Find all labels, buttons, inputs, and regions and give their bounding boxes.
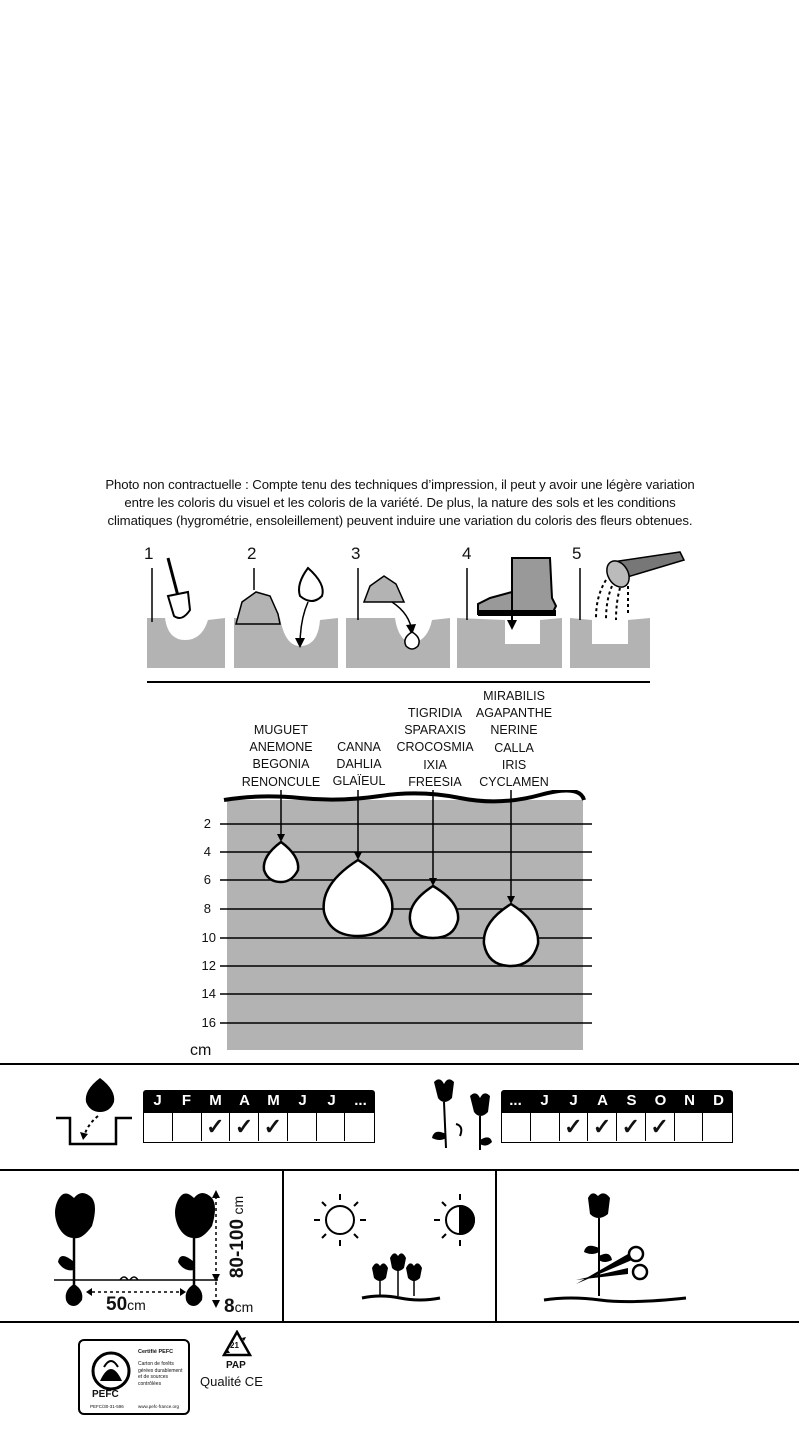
pefc-certified: Certifié PEFC <box>138 1349 174 1355</box>
planting-depth <box>224 1296 253 1318</box>
planting-check-cell <box>259 1113 288 1141</box>
planting-check-cell <box>230 1113 259 1141</box>
pefc-url: www.pefc-france.org <box>138 1404 180 1409</box>
plant-height <box>227 1187 249 1287</box>
section-divider-1 <box>0 1063 799 1065</box>
plant-name: GLAÏEUL <box>332 774 386 789</box>
pefc-desc-line: gérées durablement <box>138 1367 183 1374</box>
step-number-2: 2 <box>247 544 257 563</box>
planting-month-1: F <box>181 1092 192 1109</box>
flowering-month-6: N <box>684 1092 695 1109</box>
planting-check-cell <box>202 1113 231 1141</box>
planting-icon <box>52 1076 136 1161</box>
depth-chart-illustration <box>0 790 799 1060</box>
spacing-distance <box>106 1294 146 1316</box>
plant-group-1 <box>236 722 326 791</box>
plant-group-3 <box>393 705 477 791</box>
depth-tick-4: 4 <box>203 844 211 859</box>
step-number-5: 5 <box>572 544 582 563</box>
planting-month-5: J <box>298 1092 307 1109</box>
planting-check-cell <box>317 1113 346 1141</box>
plant-name: TIGRIDIA <box>407 706 463 720</box>
flowering-check-cell <box>617 1113 646 1141</box>
steps-divider <box>147 681 650 683</box>
plant-name: CYCLAMEN <box>479 775 549 790</box>
plant-name: CANNA <box>337 740 381 754</box>
plant-height-value: 80-100 <box>227 1218 248 1279</box>
planting-check-cell <box>345 1113 374 1141</box>
planting-check-cell <box>288 1113 317 1141</box>
planting-calendar <box>143 1090 375 1144</box>
planting-month-2: M <box>209 1092 222 1109</box>
planting-month-3: A <box>239 1092 250 1109</box>
spacing-panel <box>52 1188 282 1318</box>
plant-name: AGAPANTHE <box>475 706 553 721</box>
plant-name: CROCOSMIA <box>396 740 474 755</box>
plant-name: NERINE <box>490 723 538 738</box>
plant-name: MUGUET <box>253 723 309 737</box>
sun-icon <box>314 1194 366 1246</box>
section-divider-3 <box>0 1321 799 1323</box>
disclaimer-line-2: entre les coloris du visuel et les coloris de la variété. De plus, la nature des sols et les conditions <box>124 495 676 510</box>
flowering-month-4: S <box>626 1092 637 1109</box>
soil-blocks <box>147 618 650 668</box>
planting-depth-value: 8 <box>224 1296 235 1317</box>
flowering-check-cell <box>502 1113 531 1141</box>
exposure-panel <box>300 1188 490 1313</box>
depth-tick-8: 8 <box>203 901 211 916</box>
checkmark-icon: ✓ <box>206 1114 225 1139</box>
plant-group-4 <box>472 688 556 791</box>
flowering-check-cell <box>646 1113 675 1141</box>
plant-height-unit: cm <box>230 1195 246 1215</box>
flowering-check-cell <box>588 1113 617 1141</box>
watering-can-icon <box>580 552 684 620</box>
disclaimer-line-3: climatiques (hygrométrie, ensoleillement) peuvent induire une variation du coloris des fleurs obtenues. <box>107 513 693 528</box>
depth-unit: cm <box>190 1042 212 1059</box>
tulip-icon <box>430 1076 496 1152</box>
shovel-icon <box>152 558 190 622</box>
flowering-month-7: D <box>713 1092 724 1109</box>
flowering-month-5: O <box>654 1092 667 1109</box>
depth-chart <box>0 790 799 1060</box>
plant-name: IRIS <box>501 757 527 772</box>
recycle-code: PAP <box>226 1360 246 1371</box>
checkmark-icon: ✓ <box>564 1114 583 1139</box>
scissors-icon <box>540 1188 700 1313</box>
plant-name: DAHLIA <box>336 757 382 772</box>
plant-name: RENONCULE <box>241 774 321 789</box>
flowering-check-cell <box>560 1113 589 1141</box>
plant-group-2 <box>326 739 392 791</box>
recycling-mark <box>200 1330 274 1420</box>
soil-surface <box>224 791 584 802</box>
exposure-illustration <box>300 1188 490 1313</box>
quality-mark: Qualité CE <box>200 1374 263 1389</box>
section-vdivider-2 <box>495 1170 497 1321</box>
depth-tick-2: 2 <box>203 816 211 831</box>
flowering-month-1: J <box>540 1092 549 1109</box>
depth-tick-10: 10 <box>201 930 216 945</box>
flowering-calendar <box>501 1090 733 1144</box>
flowering-month-3: A <box>597 1092 608 1109</box>
planting-month-6: J <box>327 1092 336 1109</box>
depth-tick-6: 6 <box>203 872 211 887</box>
depth-tick-16: 16 <box>201 1015 216 1030</box>
recycle-number: 21 <box>230 1341 239 1350</box>
planting-month-7: ... <box>354 1092 367 1109</box>
plant-name: ANEMONE <box>249 740 313 755</box>
pefc-code: PEFC/30-31-596 <box>90 1404 124 1409</box>
section-divider-2 <box>0 1169 799 1171</box>
pefc-logo-icon <box>90 1351 132 1391</box>
plant-name: FREESIA <box>408 774 462 789</box>
checkmark-icon: ✓ <box>234 1114 254 1139</box>
planting-depth-unit: cm <box>234 1299 254 1315</box>
plant-name: MIRABILIS <box>483 689 545 703</box>
pefc-description <box>138 1361 182 1387</box>
plant-name: SPARAXIS <box>404 723 466 738</box>
spacing-distance-value: 50 <box>106 1294 128 1315</box>
disclaimer-line-1: Photo non contractuelle : Compte tenu des techniques d’impression, il peut y avoir une légère variation <box>105 477 695 492</box>
pefc-desc-line: Carton de forêts <box>138 1361 174 1367</box>
spacing-distance-unit: cm <box>127 1297 146 1313</box>
depth-tick-12: 12 <box>201 958 216 973</box>
flowering-check-cell <box>675 1113 704 1141</box>
checkmark-icon: ✓ <box>621 1114 641 1139</box>
planting-check-cell <box>144 1113 173 1141</box>
planting-check-cell <box>173 1113 202 1141</box>
tulip-icon <box>372 1253 422 1281</box>
checkmark-icon: ✓ <box>650 1114 669 1139</box>
checkmark-icon: ✓ <box>263 1114 283 1139</box>
step-number-4: 4 <box>462 544 472 563</box>
checkmark-icon: ✓ <box>592 1114 612 1139</box>
flowering-month-2: J <box>569 1092 578 1109</box>
section-vdivider-1 <box>282 1170 284 1321</box>
pefc-desc-line: et de sources <box>138 1374 169 1380</box>
step-number-3: 3 <box>351 544 361 563</box>
planting-steps <box>0 540 799 685</box>
planting-month-4: M <box>267 1092 280 1109</box>
planting-month-0: J <box>153 1092 162 1109</box>
depth-tick-14: 14 <box>201 986 216 1001</box>
flowering-check-cell <box>703 1113 732 1141</box>
plant-name: CALLA <box>494 740 534 755</box>
step-number-1: 1 <box>144 544 154 563</box>
pefc-logo-text: PEFC <box>92 1389 119 1400</box>
pefc-desc-line: contrôlées <box>138 1380 162 1387</box>
plant-name: BEGONIA <box>252 757 310 772</box>
flowering-check-cell <box>531 1113 560 1141</box>
cutting-panel <box>540 1188 700 1313</box>
half-shade-icon <box>434 1194 474 1246</box>
flowering-month-0: ... <box>509 1092 522 1109</box>
disclaimer <box>60 476 740 530</box>
bulb-planting-icon <box>52 1076 136 1156</box>
pefc-badge <box>78 1339 190 1415</box>
flowering-icon <box>430 1076 496 1157</box>
plant-name: IXIA <box>423 757 447 772</box>
planting-steps-illustration <box>0 540 799 685</box>
tulip-icon <box>55 1193 215 1306</box>
